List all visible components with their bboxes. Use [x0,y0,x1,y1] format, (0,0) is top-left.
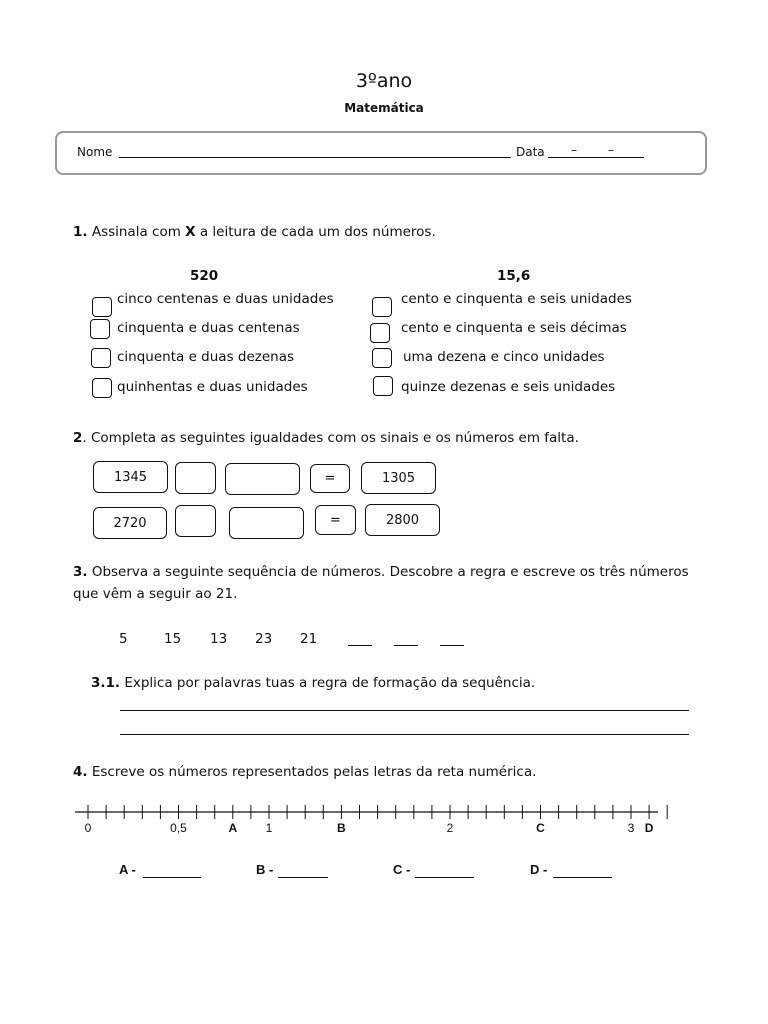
number-line-letter: A [228,821,238,835]
sequence-number: 13 [210,631,228,647]
date-label: Data [516,145,545,159]
question-1-text [73,224,436,240]
question-text: Observa a seguinte sequência de números. Descobre a regra e escreve os três números [91,564,689,580]
option-label: quinhentas e duas unidades [117,379,308,395]
option-label: uma dezena e cinco unidades [403,349,605,365]
number-line-value: 0 [84,821,92,835]
answer-line[interactable] [120,710,689,711]
option-label: cinco centenas e duas unidades [117,291,334,307]
checkbox[interactable] [373,376,393,396]
number-input-box[interactable] [225,463,300,495]
question-text: . Completa as seguintes igualdades com os sinais e os números em falta. [82,430,579,446]
question-number: 1. [73,224,88,240]
question-3-text [73,564,689,580]
answer-a-label: A - [119,862,136,877]
checkbox[interactable] [90,319,110,339]
question-2-text [73,430,579,446]
equation-start-box: 1345 [93,461,168,493]
option-label: cinquenta e duas centenas [117,320,300,336]
answer-d-label: D - [530,862,548,877]
number-line-letter: C [536,821,545,835]
sequence-number: 23 [255,631,273,647]
checkbox[interactable] [372,297,392,317]
checkbox[interactable] [92,378,112,398]
option-label: quinze dezenas e seis unidades [401,379,616,395]
sequence-number: 21 [300,631,318,647]
option-label: cento e cinquenta e seis unidades [401,291,632,307]
equation-result-box: 2800 [365,504,440,536]
question-text: Assinala com [91,224,186,240]
name-field[interactable] [119,145,511,158]
number-line-value: 0,5 [170,821,187,835]
worksheet-subject: Matemática [344,101,424,115]
number-line [0,800,768,822]
checkbox[interactable] [91,348,111,368]
number-line-value: 1 [265,821,273,835]
sequence-number: 15 [164,631,182,647]
equals-box: = [315,505,356,535]
question-number: 3. [73,564,88,580]
number-line-letter: B [337,821,346,835]
answer-b-field[interactable] [278,877,328,878]
checkbox[interactable] [370,323,390,343]
option-label: cento e cinquenta e seis décimas [401,320,627,336]
sequence-answer-blank[interactable] [440,645,464,646]
question-number: 4. [73,764,88,780]
checkbox[interactable] [92,297,112,317]
question-3-1-text [91,675,535,691]
question-text: Escreve os números representados pelas letras da reta numérica. [91,764,537,780]
answer-line[interactable] [120,734,689,735]
answer-c-label: C - [393,862,411,877]
number-line-letter: D [644,821,654,835]
date-separator: – [571,143,577,157]
question-number: 3.1. [91,675,121,691]
question-text: Explica por palavras tuas a regra de formação da sequência. [124,675,536,691]
operator-input-box[interactable] [175,462,216,494]
answer-c-field[interactable] [415,877,474,878]
worksheet-grade: 3ºano [355,70,413,92]
question-text: a leitura de cada um dos números. [195,224,436,240]
answer-a-field[interactable] [143,877,201,878]
checkbox[interactable] [372,348,392,368]
number-line-value: 3 [627,821,635,835]
answer-d-field[interactable] [553,877,612,878]
question-4-text [73,764,536,780]
equals-box: = [310,464,350,493]
mark-x: X [185,224,196,240]
date-field[interactable] [548,145,644,158]
equation-result-box: 1305 [361,462,436,494]
number-15-6: 15,6 [497,268,531,284]
number-520: 520 [190,268,219,284]
question-number: 2 [73,430,83,446]
number-line-value: 2 [446,821,454,835]
date-separator: – [608,143,614,157]
sequence-answer-blank[interactable] [394,645,418,646]
question-3-text-line2: que vêm a seguir ao 21. [73,586,238,602]
answer-b-label: B - [256,862,274,877]
name-label: Nome [77,145,113,159]
sequence-answer-blank[interactable] [348,645,372,646]
number-input-box[interactable] [229,507,304,539]
sequence-number: 5 [119,631,128,647]
option-label: cinquenta e duas dezenas [117,349,295,365]
operator-input-box[interactable] [175,505,216,537]
equation-start-box: 2720 [93,507,167,539]
